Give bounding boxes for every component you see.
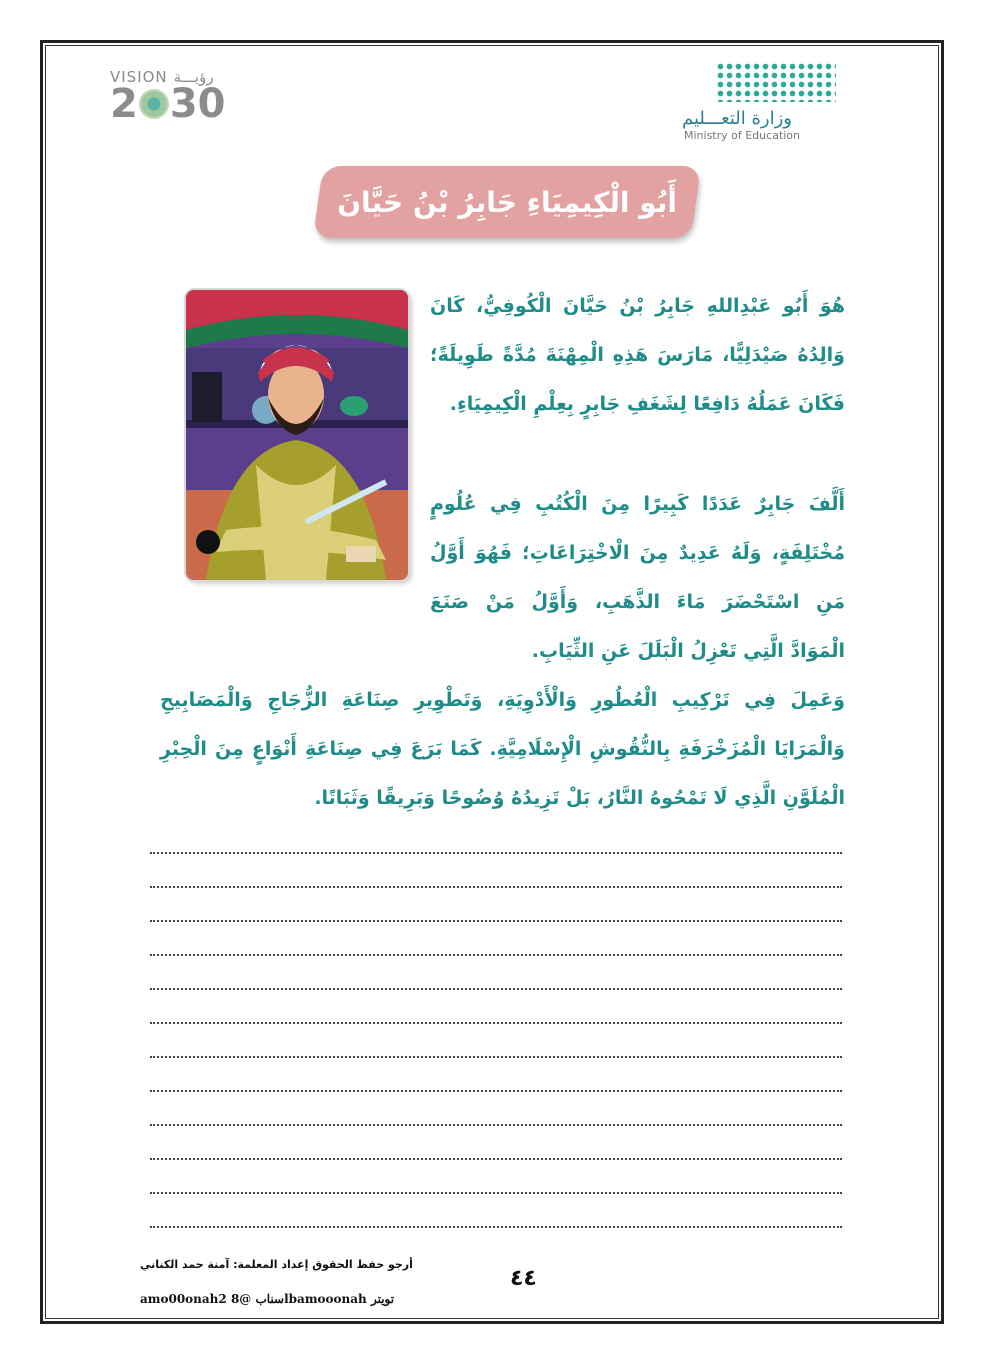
writing-line[interactable] [150, 854, 842, 888]
ministry-name-en: Ministry of Education [684, 129, 801, 142]
ministry-name-ar: وزارة التعـــليم [681, 108, 792, 129]
vision-logo-en: VISION [110, 68, 168, 86]
vision-logo-year [110, 81, 270, 127]
vision-year-30: 30 [169, 81, 226, 127]
portrait-svg [186, 290, 408, 580]
footer-credit: أرجو حفظ الحقوق إعداد المعلمة: آمنة حمد الكناني [140, 1258, 413, 1271]
writing-line[interactable] [150, 1058, 842, 1092]
footer-social-handles: amo00onah2 سناب @8lbamooonah تويتر [140, 1292, 395, 1306]
paragraph-3: وَعَمِلَ فِي تَرْكِيبِ الْعُطُورِ وَالْأَدْوِيَةِ، وَتَطْوِيرِ صِنَاعَةِ الزُّجَاجِ وَالْمَصَابِيحِ وَالْمَرَايَا الْمُزَخْرَفَةِ بِالنُّقُوشِ الْإِسْلَامِيَّةِ. كَمَا بَرَعَ فِي صِنَاعَةِ أَنْوَاعٍ مِنَ الْحِبْرِ الْمُلَوَّنِ الَّذِي لَا تَمْحُوهُ النَّارُ، بَلْ تَزِيدُهُ وُضُوحًا وَبَرِيقًا وَثَبَاتًا. [160, 689, 845, 809]
writing-line[interactable] [150, 820, 842, 854]
writing-line[interactable] [150, 956, 842, 990]
writing-lines [150, 820, 842, 1228]
writing-line[interactable] [150, 888, 842, 922]
ministry-of-education-logo [680, 62, 850, 154]
lesson-title: أَبُو الْكِيمِيَاءِ جَابِرُ بْنُ حَيَّانَ [337, 185, 677, 219]
vision-logo-ar: رؤيـــة [173, 68, 214, 86]
writing-line[interactable] [150, 1024, 842, 1058]
vision-emblem-icon [139, 89, 169, 119]
jabir-portrait-illustration [186, 290, 408, 580]
writing-line[interactable] [150, 1194, 842, 1228]
writing-line[interactable] [150, 1160, 842, 1194]
page-number: ٤٤ [510, 1266, 537, 1291]
paragraph-1: هُوَ أَبُو عَبْدِاللهِ جَابِرُ بْنُ حَيَّانَ الْكُوفِيُّ، كَانَ وَالِدُهُ صَيْدَلِيًّا، مَارَسَ هَذِهِ الْمِهْنَةَ مُدَّةً طَوِيلَةً؛ فَكَانَ عَمَلُهُ دَافِعًا لِشَغَفِ جَابِرٍ بِعِلْمِ الْكِيمِيَاءِ. [430, 295, 845, 415]
vision-2030-logo [110, 68, 270, 128]
writing-line[interactable] [150, 990, 842, 1024]
writing-line[interactable] [150, 1092, 842, 1126]
writing-line[interactable] [150, 922, 842, 956]
ministry-dots-icon [716, 62, 836, 102]
writing-line[interactable] [150, 1126, 842, 1160]
vision-year-2: 2 [110, 81, 138, 127]
paragraph-2: أَلَّفَ جَابِرٌ عَدَدًا كَبِيرًا مِنَ الْكُتُبِ فِي عُلُومٍ مُخْتَلِفَةٍ، وَلَهُ عَدِيدٌ مِنَ الْاخْتِرَاعَاتِ؛ فَهُوَ أَوَّلُ مَنِ اسْتَحْضَرَ مَاءَ الذَّهَبِ، وَأَوَّلُ مَنْ صَنَعَ الْمَوَادَّ الَّتِي تَعْزِلُ الْبَلَلَ عَنِ الثِّيَابِ. [430, 493, 845, 662]
